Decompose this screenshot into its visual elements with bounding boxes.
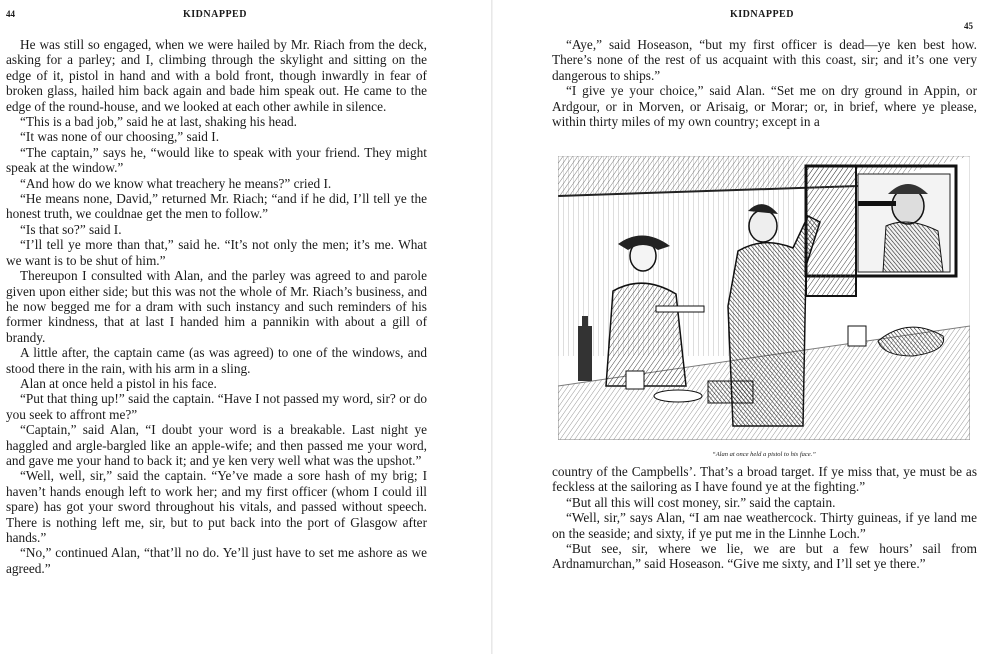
paragraph: Thereupon I consulted with Alan, and the parley was agreed to and parole given upon either side; but this was not the whole of Mr. Riach’s business, and he now begged me for a dram with such instancy and such reminders of his former kindness, that at last I handed him a pannikin with about a gill of brandy.	[6, 268, 427, 345]
body-text-top	[552, 37, 977, 129]
paragraph: “But see, sir, where we lie, we are but a few hours’ sail from Ardnamurchan,” said Hoseason. “Give me sixty, and I’ll set ye there.”	[552, 541, 977, 572]
page-number: 44	[6, 9, 15, 19]
right-page	[494, 0, 987, 654]
body-text	[6, 37, 427, 576]
body-text-bottom	[552, 464, 977, 572]
paragraph: country of the Campbells’. That’s a broad target. If ye miss that, ye must be as feckless at the sailoring as I have found ye at the fighting.”	[552, 464, 977, 495]
paragraph: “No,” continued Alan, “that’ll no do. Ye’ll just have to set me ashore as we agreed.”	[6, 545, 427, 576]
book-gutter	[491, 0, 493, 654]
paragraph: “And how do we know what treachery he means?” cried I.	[20, 175, 332, 191]
paragraph: “I’ll tell ye more than that,” said he. “It’s not only the men; it’s me. What we want is to be shut of him.”	[6, 237, 427, 268]
running-head: KIDNAPPED	[730, 9, 794, 20]
left-page	[0, 0, 492, 654]
paragraph: “I give ye your choice,” said Alan. “Set me on dry ground in Appin, or Ardgour, or in Morven, or Arisaig, or Morar; or, in brief, where ye please, within thirty miles of my own country; except in a	[552, 83, 977, 130]
paragraph: “But all this will cost money, sir.” said the captain.	[566, 494, 836, 510]
page-number: 45	[964, 21, 973, 31]
paragraph: “Aye,” said Hoseason, “but my first officer is dead—ye ken best how. There’s none of the rest of us acquaint with this coast, sir; and it’s one very dangerous to ships.”	[552, 37, 977, 83]
paragraph: “This is a bad job,” said he at last, shaking his head.	[20, 114, 297, 130]
running-head: KIDNAPPED	[183, 9, 247, 20]
paragraph: Alan at once held a pistol in his face.	[20, 375, 217, 391]
pistol	[858, 201, 896, 206]
paragraph: “Captain,” said Alan, “I doubt your word is a breakable. Last night ye haggled and argle-bargled like an apple-wife; and then passed me your word, and gave me your hand to back it; and ye ken very well what was the upshot.”	[6, 422, 427, 468]
paragraph: “Put that thing up!” said the captain. “Have I not passed my word, sir? or do you seek to affront me?”	[6, 391, 427, 422]
paragraph: “Well, well, sir,” said the captain. “Ye’ve made a sore hash of my brig; I haven’t hands enough left to work her; and my first officer (whom I could ill spare) has got your sword throughout his vitals, and passed without speech. There is nothing left me, sir, but to put back into the port of Glasgow after hands.”	[6, 468, 427, 545]
paragraph: A little after, the captain came (as was agreed) to one of the windows, and stood there in the rain, with his arm in a sling.	[6, 345, 427, 376]
paragraph: “Well, sir,” says Alan, “I am nae weathercock. Thirty guineas, if ye land me on the seaside; and sixty, if ye put me in the Linnhe Loch.”	[552, 510, 977, 541]
paragraph: He was still so engaged, when we were hailed by Mr. Riach from the deck, asking for a parley; and I, climbing through the skylight and sitting on the edge of it, pistol in hand and with a bold front, though inwardly in fear of broken glass, hailed him back again and bade him speak out. He came to the edge of the round-house, and we looked at each other awhile in silence.	[6, 37, 427, 114]
paragraph: “The captain,” says he, “would like to speak with your friend. They might speak at the window.”	[6, 144, 427, 176]
paragraph: “Is that so?” said I.	[20, 221, 122, 237]
paragraph: “He means none, David,” returned Mr. Riach; “and if he did, I’ll tell ye the honest truth, we couldnae get the men to follow.”	[6, 191, 427, 222]
paragraph: “It was none of our choosing,” said I.	[20, 129, 220, 145]
illustration	[558, 156, 970, 440]
illustration-caption: “Alan at once held a pistol to his face.”	[712, 451, 816, 458]
